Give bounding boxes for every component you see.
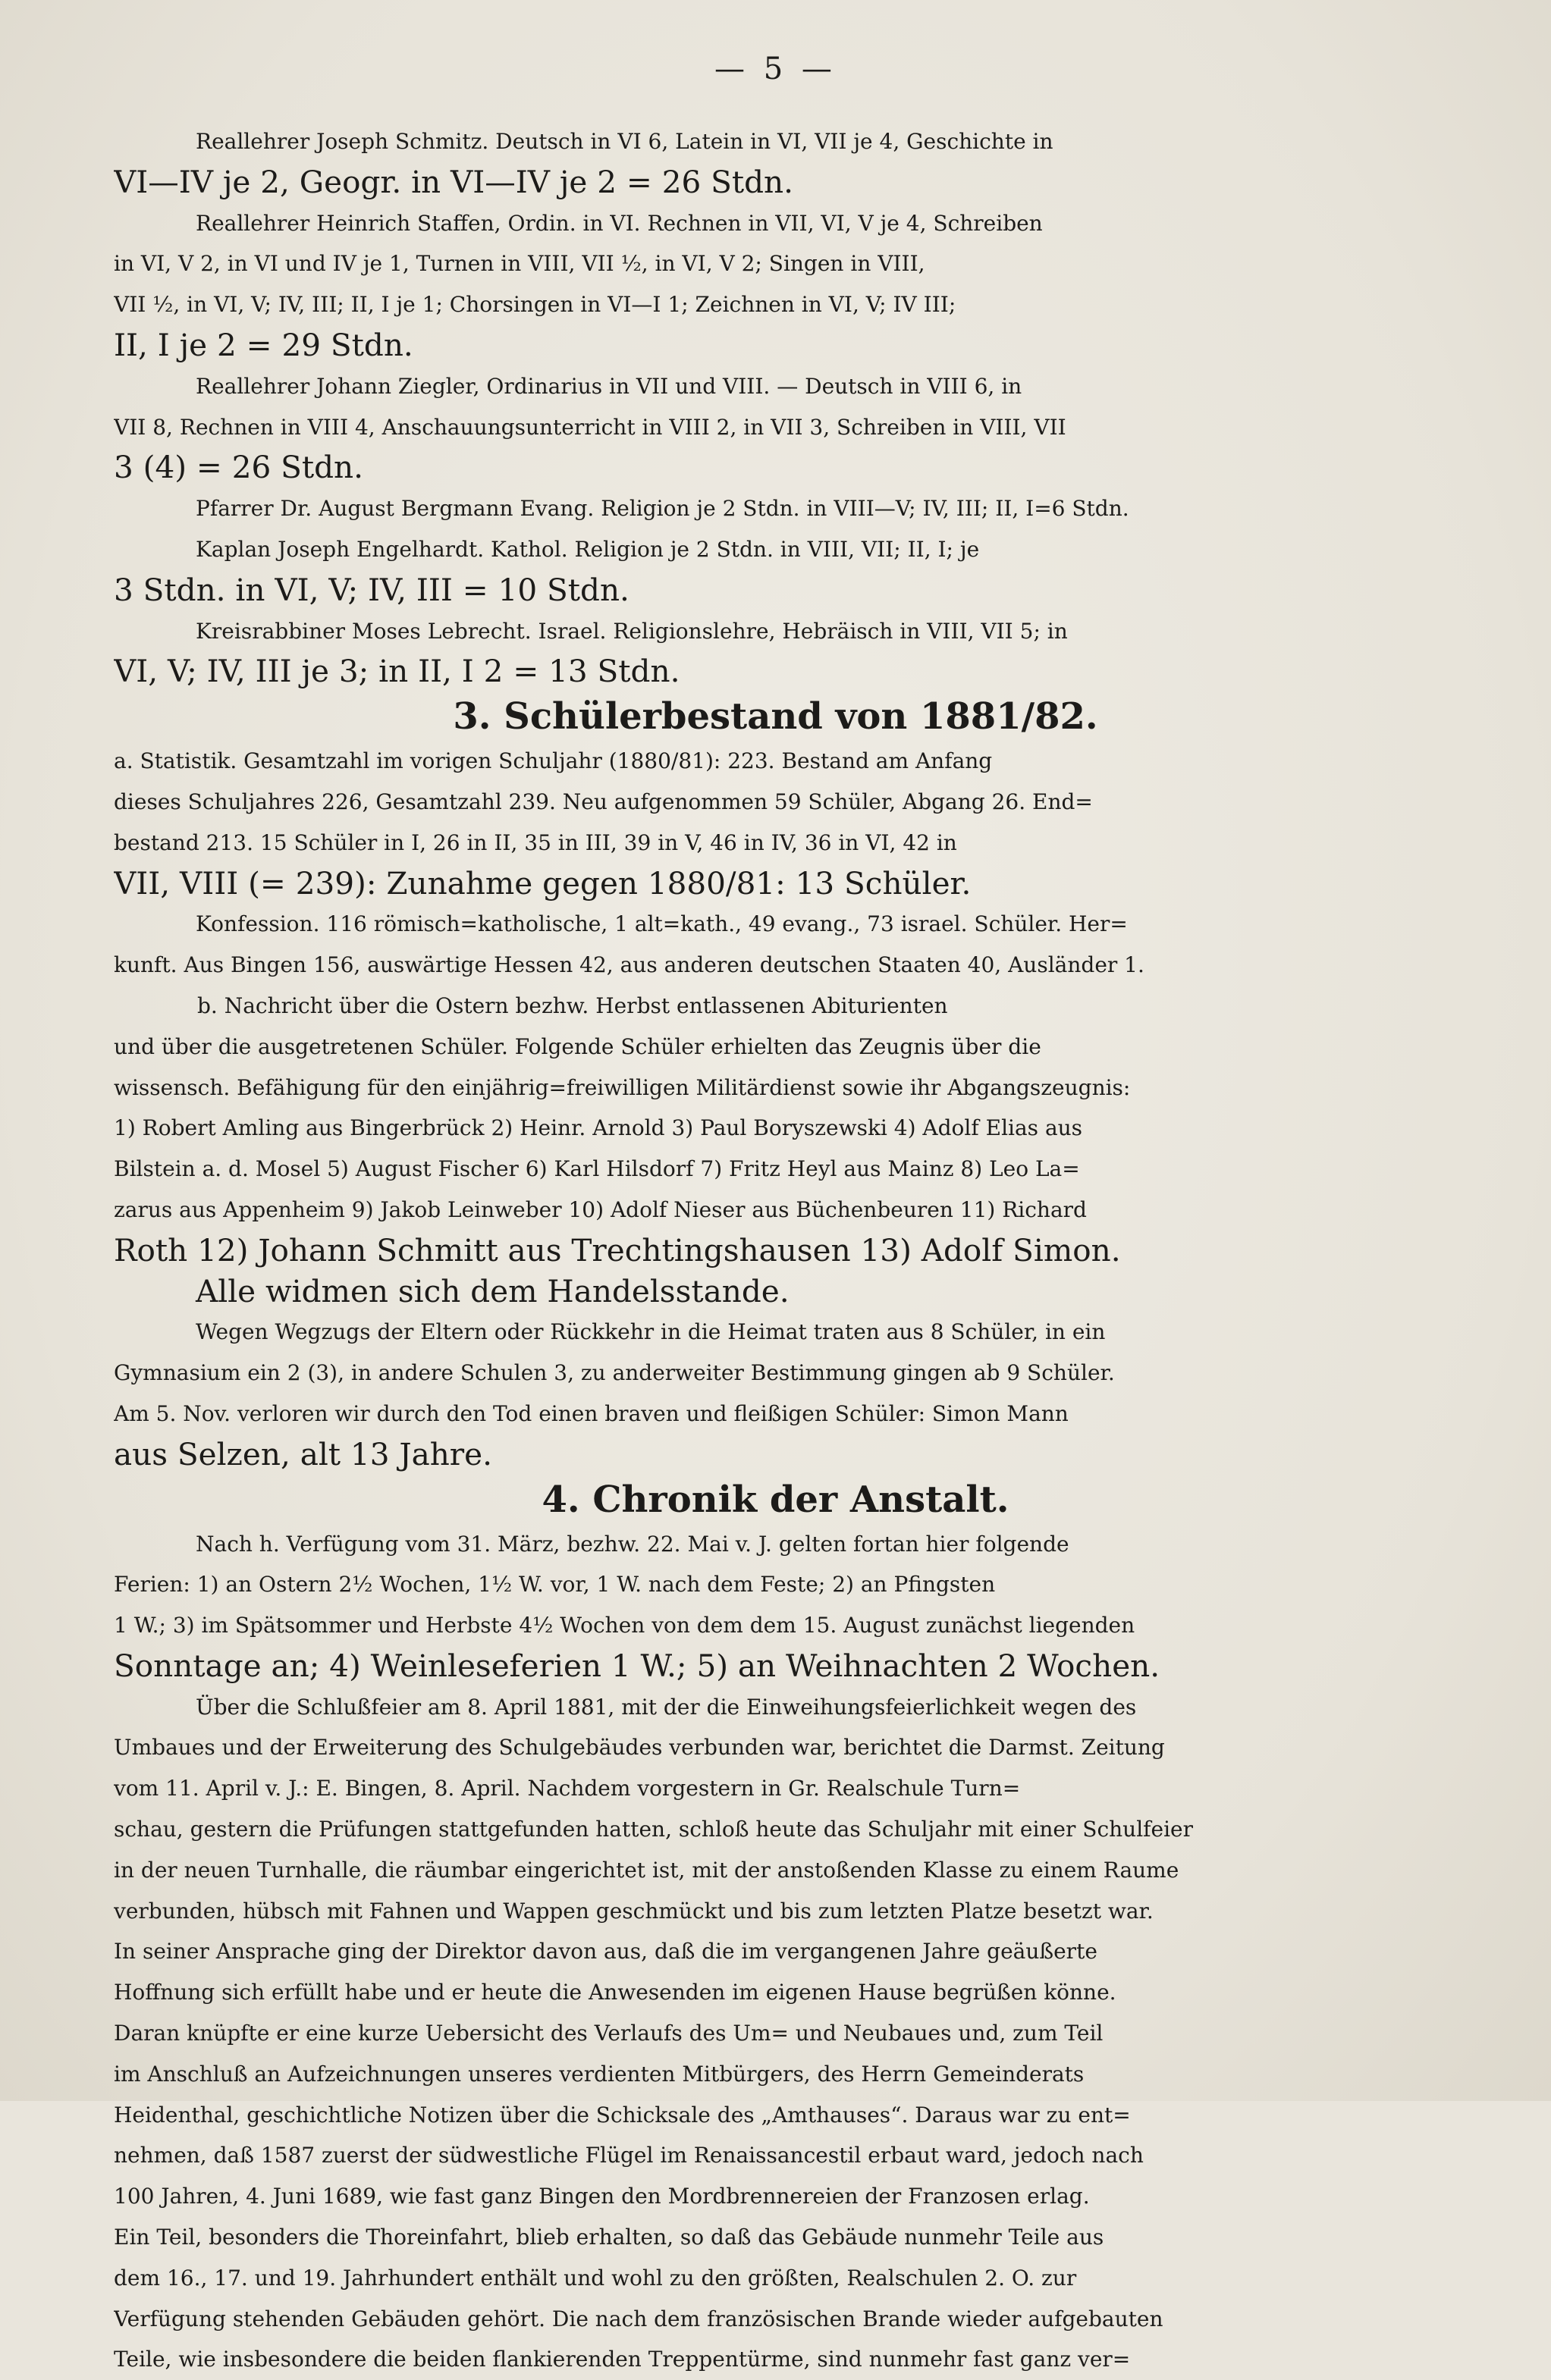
text-line: dieses Schuljahres 226, Gesamtzahl 239. Neu aufgenommen 59 Schüler, Abgang 26. End= [114, 782, 1437, 823]
text-line: dem 16., 17. und 19. Jahrhundert enthält und wohl zu den größten, Realschulen 2. O. zur [114, 2258, 1437, 2299]
text-line: 1) Robert Amling aus Bingerbrück 2) Heinr. Arnold 3) Paul Boryszewski 4) Adolf Elias aus [114, 1108, 1437, 1149]
text-line: in VI, V 2, in VI und IV je 1, Turnen in VIII, VII ½, in VI, V 2; Singen in VIII, [114, 243, 1437, 284]
text-line: Ein Teil, besonders die Thoreinfahrt, blieb erhalten, so daß das Gebäude nunmehr Teile aus [114, 2217, 1437, 2258]
section-heading: 4. Chronik der Anstalt. [114, 1477, 1437, 1522]
text-line: Umbaues und der Erweiterung des Schulgebäudes verbunden war, berichtet die Darmst. Zeitung [114, 1727, 1437, 1768]
text-line: Reallehrer Johann Ziegler, Ordinarius in VII und VIII. — Deutsch in VIII 6, in [114, 366, 1437, 407]
text-line: Konfession. 116 römisch=katholische, 1 alt=kath., 49 evang., 73 israel. Schüler. Her= [114, 904, 1437, 945]
text-line: II, I je 2 = 29 Stdn. [114, 325, 1437, 366]
text-line: in der neuen Turnhalle, die räumbar eingerichtet ist, mit der anstoßenden Klasse zu einem Raume [114, 1850, 1437, 1891]
text-line: im Anschluß an Aufzeichnungen unseres verdienten Mitbürgers, des Herrn Gemeinderats [114, 2054, 1437, 2095]
text-line: VI, V; IV, III je 3; in II, I 2 = 13 Stdn. [114, 651, 1437, 692]
text-line: Teile, wie insbesondere die beiden flankierenden Treppentürme, sind nunmehr fast ganz ver= [114, 2339, 1437, 2380]
text-line: vom 11. April v. J.: E. Bingen, 8. April. Nachdem vorgestern in Gr. Realschule Turn= [114, 1768, 1437, 1809]
text-line: Daran knüpfte er eine kurze Uebersicht des Verlaufs des Um= und Neubaues und, zum Teil [114, 2013, 1437, 2054]
text-line: VII, VIII (= 239): Zunahme gegen 1880/81: 13 Schüler. [114, 864, 1437, 905]
section-4-chronicle [114, 1524, 1437, 2380]
page-body [114, 121, 1437, 2380]
text-line: Alle widmen sich dem Handelsstande. [114, 1272, 1437, 1312]
text-line: b. Nachricht über die Ostern bezhw. Herbst entlassenen Abiturienten [114, 986, 1437, 1027]
text-line: Kreisrabbiner Moses Lebrecht. Israel. Religionslehre, Hebräisch in VIII, VII 5; in [114, 611, 1437, 652]
text-line: VII 8, Rechnen in VIII 4, Anschauungsunterricht in VIII 2, in VII 3, Schreiben in VIII, VII [114, 407, 1437, 448]
text-line: bestand 213. 15 Schüler in I, 26 in II, 35 in III, 39 in V, 46 in IV, 36 in VI, 42 in [114, 823, 1437, 864]
text-line: Ferien: 1) an Ostern 2½ Wochen, 1½ W. vor, 1 W. nach dem Feste; 2) an Pfingsten [114, 1564, 1437, 1605]
text-line: VII ½, in VI, V; IV, III; II, I je 1; Chorsingen in VI—I 1; Zeichnen in VI, V; IV III; [114, 284, 1437, 325]
text-line: 100 Jahren, 4. Juni 1689, wie fast ganz Bingen den Mordbrennereien der Franzosen erlag. [114, 2176, 1437, 2217]
text-line: Am 5. Nov. verloren wir durch den Tod einen braven und fleißigen Schüler: Simon Mann [114, 1394, 1437, 1435]
text-line: 1 W.; 3) im Spätsommer und Herbste 4½ Wochen von dem dem 15. August zunächst liegenden [114, 1605, 1437, 1646]
text-line: Kaplan Joseph Engelhardt. Kathol. Religion je 2 Stdn. in VIII, VII; II, I; je [114, 529, 1437, 570]
text-line: Heidenthal, geschichtliche Notizen über die Schicksale des „Amthauses“. Daraus war zu ent= [114, 2095, 1437, 2136]
text-line: Reallehrer Heinrich Staffen, Ordin. in VI. Rechnen in VII, VI, V je 4, Schreiben [114, 203, 1437, 244]
section-3-statistics [114, 741, 1437, 986]
text-line: verbunden, hübsch mit Fahnen und Wappen geschmückt und bis zum letzten Platze besetzt war. [114, 1891, 1437, 1932]
text-line: nehmen, daß 1587 zuerst der südwestliche Flügel im Renaissancestil erbaut ward, jedoch nach [114, 2135, 1437, 2176]
text-line: und über die ausgetretenen Schüler. Folgende Schüler erhielten das Zeugnis über die [114, 1027, 1437, 1068]
text-line: Über die Schlußfeier am 8. April 1881, mit der die Einweihungsfeierlichkeit wegen des [114, 1687, 1437, 1728]
text-line: In seiner Ansprache ging der Direktor davon aus, daß die im vergangenen Jahre geäußerte [114, 1931, 1437, 1972]
text-line: Verfügung stehenden Gebäuden gehört. Die nach dem französischen Brande wieder aufgebauten [114, 2299, 1437, 2340]
text-line: 3 Stdn. in VI, V; IV, III = 10 Stdn. [114, 570, 1437, 611]
text-line: Pfarrer Dr. August Bergmann Evang. Religion je 2 Stdn. in VIII—V; IV, III; II, I=6 Stdn. [114, 488, 1437, 529]
teacher-list [114, 121, 1437, 692]
text-line: VI—IV je 2, Geogr. in VI—IV je 2 = 26 Stdn. [114, 162, 1437, 203]
text-line: a. Statistik. Gesamtzahl im vorigen Schuljahr (1880/81): 223. Bestand am Anfang [114, 741, 1437, 782]
text-line: wissensch. Befähigung für den einjährig=freiwilligen Militärdienst sowie ihr Abgangszeugnis: [114, 1068, 1437, 1108]
text-line: 3 (4) = 26 Stdn. [114, 447, 1437, 488]
text-line: Hoffnung sich erfüllt habe und er heute die Anwesenden im eigenen Hause begrüßen könne. [114, 1972, 1437, 2013]
text-line: Bilstein a. d. Mosel 5) August Fischer 6) Karl Hilsdorf 7) Fritz Heyl aus Mainz 8) Leo La= [114, 1149, 1437, 1190]
text-line: Sonntage an; 4) Weinleseferien 1 W.; 5) an Weihnachten 2 Wochen. [114, 1646, 1437, 1687]
text-line: Roth 12) Johann Schmitt aus Trechtingshausen 13) Adolf Simon. [114, 1231, 1437, 1272]
section-heading: 3. Schülerbestand von 1881/82. [114, 694, 1437, 739]
text-line: zarus aus Appenheim 9) Jakob Leinweber 10) Adolf Nieser aus Büchenbeuren 11) Richard [114, 1190, 1437, 1231]
text-line: aus Selzen, alt 13 Jahre. [114, 1435, 1437, 1475]
text-line: kunft. Aus Bingen 156, auswärtige Hessen 42, aus anderen deutschen Staaten 40, Ausländer 1. [114, 945, 1437, 986]
text-line: Wegen Wegzugs der Eltern oder Rückkehr in die Heimat traten aus 8 Schüler, in ein [114, 1312, 1437, 1353]
text-line: Reallehrer Joseph Schmitz. Deutsch in VI 6, Latein in VI, VII je 4, Geschichte in [114, 121, 1437, 162]
text-line: schau, gestern die Prüfungen stattgefunden hatten, schloß heute das Schuljahr mit einer Schulfeier [114, 1809, 1437, 1850]
text-line: Nach h. Verfügung vom 31. März, bezhw. 22. Mai v. J. gelten fortan hier folgende [114, 1524, 1437, 1565]
text-line: Gymnasium ein 2 (3), in andere Schulen 3, zu anderweiter Bestimmung gingen ab 9 Schüler. [114, 1353, 1437, 1394]
page-number: — 5 — [0, 52, 1551, 86]
section-3-graduates [114, 986, 1437, 1475]
